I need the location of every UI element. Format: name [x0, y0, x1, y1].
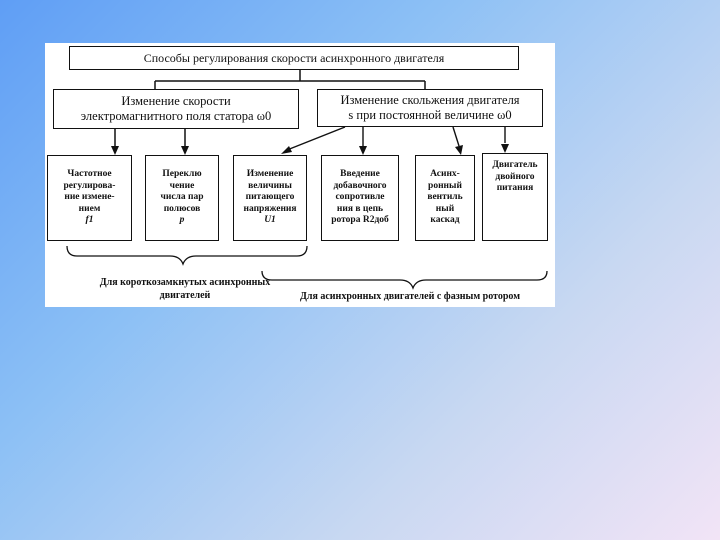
method-text-slip: Изменение скольжения двигателя s при постоянной величине ω0	[340, 93, 520, 122]
leaf-rotor-resistance	[321, 155, 399, 241]
leaf-text: Асинх- ронный вентиль ный каскад	[427, 169, 463, 226]
leaf-text: Изменение величины питающего напряжения	[243, 169, 297, 214]
leaf-symbol: p	[179, 215, 185, 226]
method-text-stator-field: Изменение скорости электромагнитного поля статора ω0	[80, 94, 272, 123]
diagram-scan	[45, 43, 555, 307]
arrow-head	[281, 146, 292, 154]
leaf-text: Переклю чение числа пар полюсов	[160, 169, 204, 214]
caption-wound-rotor-text: Для асинхронных двигателей с фазным ротором	[299, 291, 521, 302]
method-box-slip	[317, 89, 543, 127]
leaf-doubly-fed	[482, 153, 548, 241]
leaf-frequency-control	[47, 155, 132, 241]
caption-squirrel-cage-text: Для короткозамкнутых асинхронных двигателей	[99, 277, 271, 301]
arrow-head	[501, 144, 509, 153]
connector-line	[453, 127, 459, 146]
bracket-squirrel-cage	[67, 246, 307, 264]
method-box-stator-field	[53, 89, 299, 129]
leaf-text: Двигатель двойного питания	[492, 160, 538, 193]
caption-squirrel-cage	[75, 263, 295, 302]
leaf-voltage-change	[233, 155, 307, 241]
leaf-text: Частотное регулирова- ние измене- нием	[63, 169, 116, 214]
leaf-symbol: U1	[264, 215, 276, 226]
bracket-wound-rotor	[262, 271, 547, 288]
arrow-head	[359, 146, 367, 155]
arrow-head	[181, 146, 189, 155]
arrow-head	[111, 146, 119, 155]
arrow-head	[455, 145, 463, 155]
leaf-valve-cascade	[415, 155, 475, 241]
title-text: Способы регулирования скорости асинхронного двигателя	[143, 50, 445, 65]
connector-line	[287, 127, 345, 150]
leaf-text: Введение добавочного сопротивле ния в цепь ротора R2доб	[331, 169, 389, 226]
leaf-symbol: f1	[85, 215, 94, 226]
caption-wound-rotor	[270, 290, 550, 303]
leaf-pole-switching	[145, 155, 219, 241]
title-box	[69, 46, 519, 70]
